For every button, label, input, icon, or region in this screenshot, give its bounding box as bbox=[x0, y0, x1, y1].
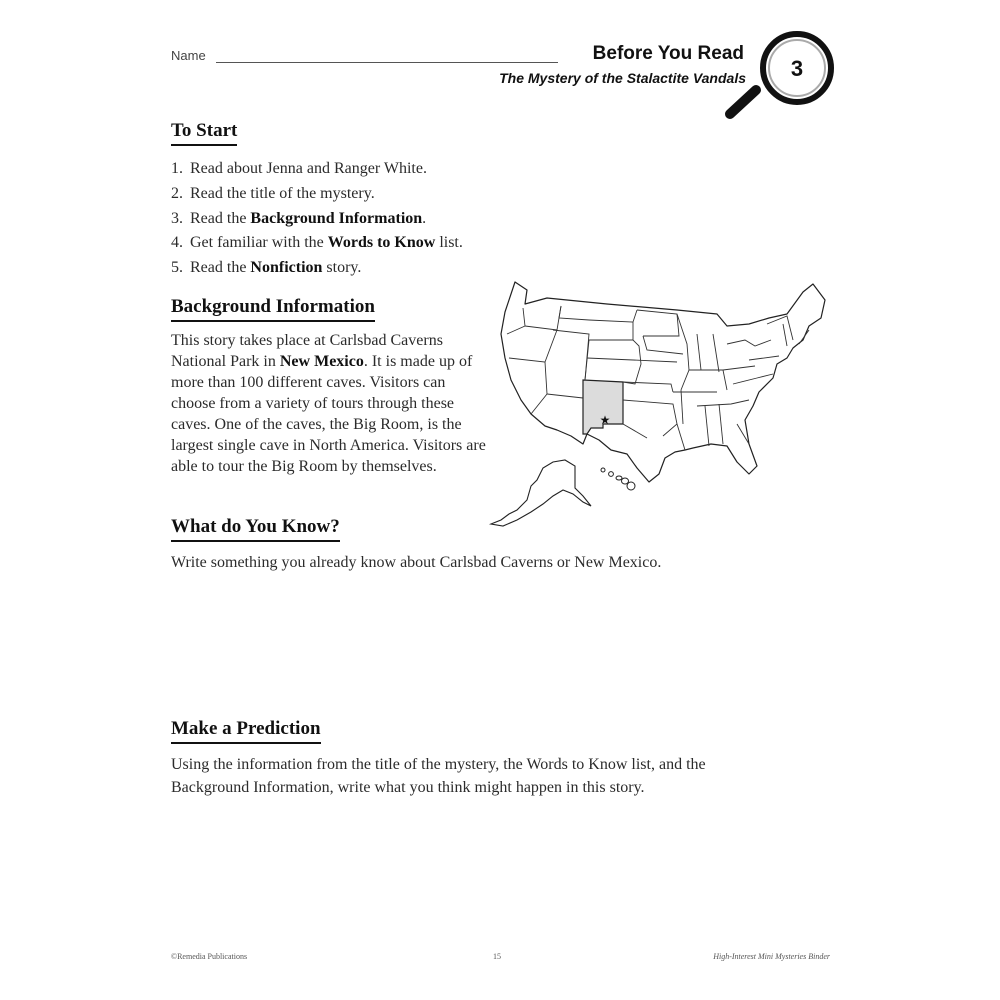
badge-number: 3 bbox=[790, 56, 804, 81]
step-item: 1. Read about Jenna and Ranger White. bbox=[171, 160, 427, 177]
magnifying-glass-icon bbox=[716, 28, 842, 124]
step-item: 3. Read the Background Information. bbox=[171, 209, 427, 227]
what-do-you-know-heading: What do You Know? bbox=[171, 516, 340, 542]
new-mexico-bold: New Mexico bbox=[279, 353, 364, 370]
us-map bbox=[487, 274, 833, 532]
to-start-heading: To Start bbox=[171, 120, 237, 146]
mystery-subtitle: The Mystery of the Stalactite Vandals bbox=[499, 70, 746, 86]
prediction-prompt-line1: Using the information from the title of the mystery, the Words to Know list, and the bbox=[171, 756, 706, 773]
step-item: 5. Read the Nonfiction story. bbox=[171, 259, 362, 277]
answer-area-know[interactable] bbox=[171, 580, 831, 700]
prediction-prompt-line2: Background Information, write what you think might happen in this story. bbox=[171, 779, 645, 796]
answer-area-prediction[interactable] bbox=[171, 806, 831, 936]
page-title: Before You Read bbox=[592, 43, 744, 64]
footer-page-number: 15 bbox=[493, 952, 501, 961]
alaska-shape bbox=[491, 460, 591, 526]
background-heading: Background Information bbox=[171, 296, 375, 322]
make-a-prediction-heading: Make a Prediction bbox=[171, 718, 321, 744]
footer-book-title: High-Interest Mini Mysteries Binder bbox=[713, 952, 830, 961]
steps-list bbox=[171, 157, 463, 281]
name-line[interactable] bbox=[216, 62, 558, 63]
background-paragraph: This story takes place at Carlsbad Caverns National Park in New Mexico. It is made up of more than 100 different caves. Visitors can choose from a variety of tours through these caves. One of the caves, the Big Room, is the largest single cave in North America. Visitors are able to tour the Big Room by themselves. bbox=[171, 332, 486, 475]
name-label: Name bbox=[171, 48, 206, 63]
step-item: 4. Get familiar with the Words to Know list. bbox=[171, 234, 463, 252]
footer-copyright: ©Remedia Publications bbox=[171, 952, 248, 961]
what-do-you-know-prompt: Write something you already know about Carlsbad Caverns or New Mexico. bbox=[171, 554, 662, 571]
carlsbad-star-icon: ★ bbox=[599, 413, 611, 427]
hawaii-shape bbox=[601, 468, 635, 490]
step-item: 2. Read the title of the mystery. bbox=[171, 184, 375, 202]
